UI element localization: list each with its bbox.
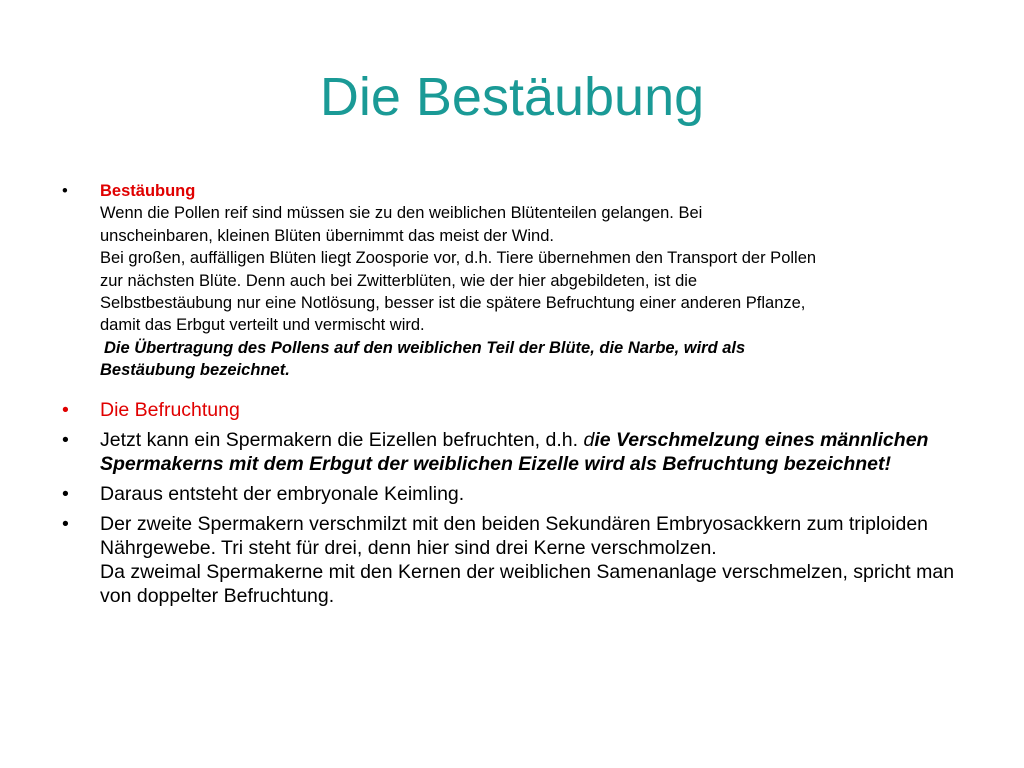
bullet-item-bestaeubung bbox=[62, 180, 962, 382]
definition-line: Die Übertragung des Pollens auf den weiblichen Teil der Blüte, die Narbe, wird als bbox=[104, 338, 746, 357]
definition-text: ie Verschmelzung eines männlichen Spermakerns mit dem Erbgut der weiblichen Eizelle wird als Befruchtung bezeichnet! bbox=[100, 428, 929, 475]
paragraph-line: Bei großen, auffälligen Blüten liegt Zoosporie vor, d.h. Tiere übernehmen den Transport der Pollen bbox=[100, 249, 817, 268]
bullet-item-keimling bbox=[62, 482, 962, 506]
paragraph-text: Jetzt kann ein Spermakern die Eizellen befruchten, d.h. bbox=[100, 428, 584, 451]
paragraph-line: unscheinbaren, kleinen Blüten übernimmt das meist der Wind. bbox=[100, 226, 554, 245]
definition-line: Bestäubung bezeichnet. bbox=[100, 361, 290, 380]
bullet-icon: • bbox=[62, 182, 68, 200]
bullet-icon: • bbox=[62, 482, 69, 505]
bullet-item-doppelte-befruchtung bbox=[62, 512, 962, 608]
slide-title: Die Bestäubung bbox=[319, 67, 705, 127]
paragraph-line: Selbstbestäubung nur eine Notlösung, besser ist die spätere Befruchtung einer anderen Pflanze, bbox=[100, 294, 806, 313]
paragraph-text: Da zweimal Spermakerne mit den Kernen der weiblichen Samenanlage verschmelzen, spricht man von doppelter Befruchtung. bbox=[100, 560, 955, 607]
slide-content bbox=[62, 180, 962, 608]
section-heading-befruchtung: Die Befruchtung bbox=[100, 398, 240, 421]
paragraph-text: Daraus entsteht der embryonale Keimling. bbox=[100, 482, 465, 505]
paragraph-text-italic: d bbox=[583, 428, 595, 451]
paragraph-text: Der zweite Spermakern verschmilzt mit den beiden Sekundären Embryosackkern zum triploiden Nährgewebe. Tri steht für drei, denn hier sind drei Kerne verschmolzen. bbox=[100, 512, 929, 559]
bullet-icon: • bbox=[62, 428, 69, 451]
paragraph-line: Wenn die Pollen reif sind müssen sie zu den weiblichen Blütenteilen gelangen. Bei bbox=[100, 204, 703, 223]
bullet-item-befruchtung-heading bbox=[62, 398, 962, 422]
paragraph-line: damit das Erbgut verteilt und vermischt wird. bbox=[100, 316, 425, 335]
bullet-item-spermakern bbox=[62, 428, 962, 476]
bullet-icon: • bbox=[62, 398, 69, 421]
bullet-icon: • bbox=[62, 512, 69, 535]
paragraph-line: zur nächsten Blüte. Denn auch bei Zwitterblüten, wie der hier abgebildeten, ist die bbox=[100, 271, 698, 290]
section-heading-bestaeubung: Bestäubung bbox=[100, 182, 196, 200]
